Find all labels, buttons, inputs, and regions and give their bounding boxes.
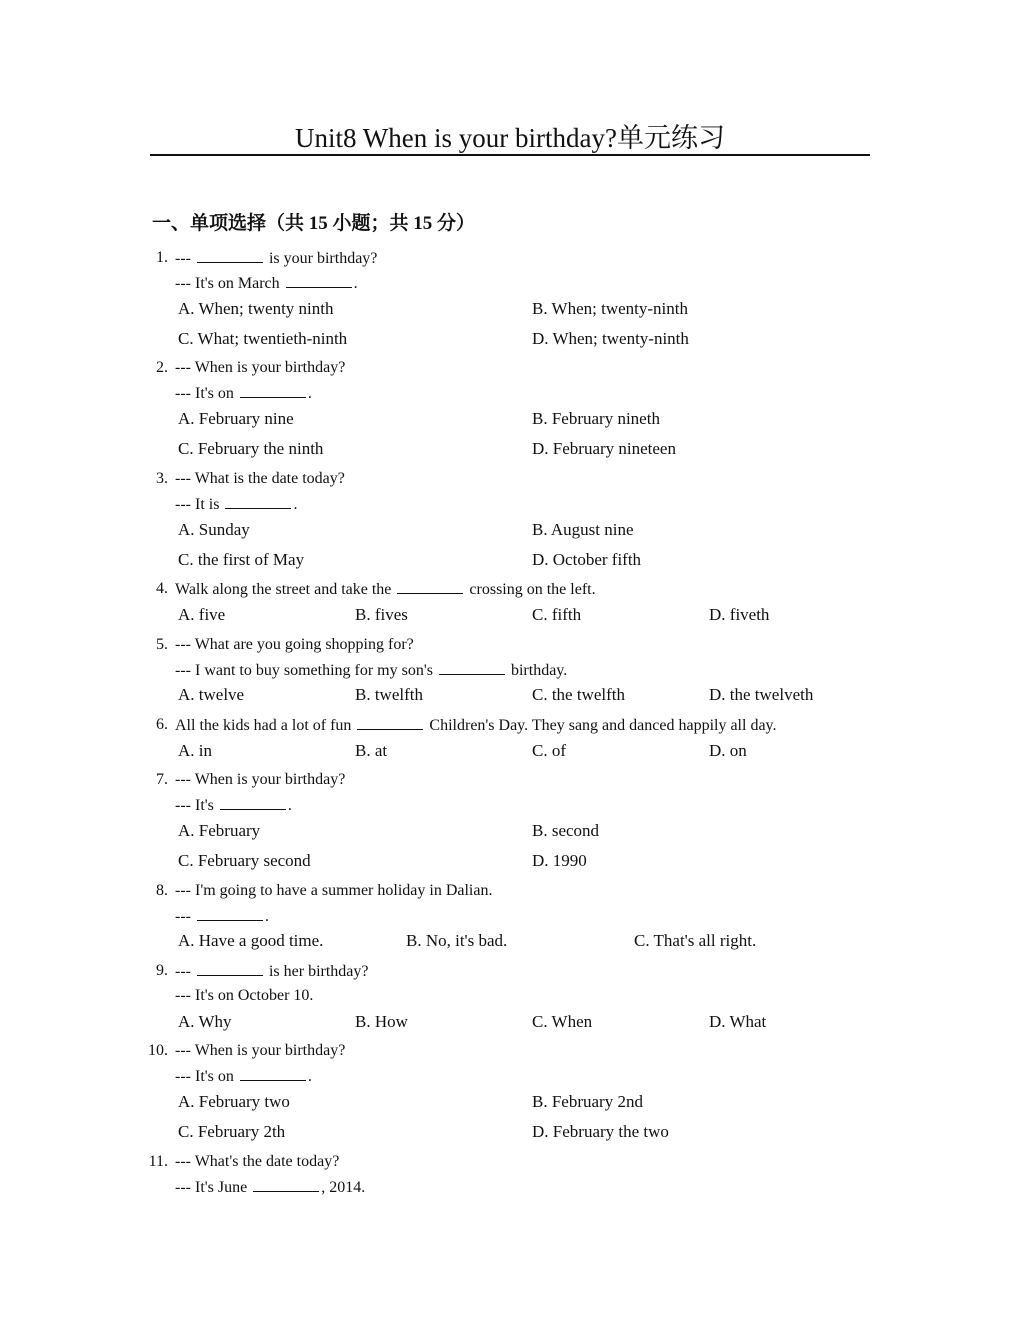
question-number: 4. bbox=[156, 580, 168, 597]
question-number: 9. bbox=[156, 962, 168, 979]
question-number: 5. bbox=[156, 636, 168, 653]
option-a[interactable]: A. When; twenty ninth bbox=[178, 299, 334, 318]
option-c[interactable]: C. That's all right. bbox=[634, 931, 757, 950]
answer-blank bbox=[197, 961, 263, 976]
question-number: 3. bbox=[156, 470, 168, 487]
page-title: Unit8 When is your birthday?单元练习 bbox=[295, 123, 725, 153]
section-heading: 一、单项选择（共 15 小题；共 15 分） bbox=[152, 213, 476, 234]
option-b[interactable]: B. August nine bbox=[532, 520, 634, 539]
option-c[interactable]: C. February the ninth bbox=[178, 439, 324, 458]
question-stem: --- is her birthday? bbox=[175, 963, 369, 980]
option-b[interactable]: B. second bbox=[532, 821, 600, 840]
question-number: 11. bbox=[148, 1153, 168, 1170]
option-a[interactable]: A. February bbox=[178, 821, 261, 840]
question-number: 7. bbox=[156, 771, 168, 788]
question-stem: --- When is your birthday? bbox=[175, 359, 346, 376]
option-b[interactable]: B. When; twenty-ninth bbox=[532, 299, 688, 318]
option-a[interactable]: A. February nine bbox=[178, 409, 294, 428]
option-d[interactable]: D. What bbox=[709, 1012, 767, 1031]
question-number: 1. bbox=[156, 249, 168, 266]
option-a[interactable]: A. Why bbox=[178, 1012, 232, 1031]
option-c[interactable]: C. February second bbox=[178, 851, 311, 870]
question-stem: --- What's the date today? bbox=[175, 1153, 340, 1170]
answer-blank bbox=[286, 273, 352, 288]
option-c[interactable]: C. February 2th bbox=[178, 1122, 286, 1141]
option-a[interactable]: A. Sunday bbox=[178, 520, 250, 539]
answer-blank bbox=[357, 715, 423, 730]
answer-blank bbox=[397, 579, 463, 594]
option-c[interactable]: C. the first of May bbox=[178, 550, 305, 569]
question-number: 2. bbox=[156, 359, 168, 376]
option-c[interactable]: C. fifth bbox=[532, 605, 582, 624]
question-stem: --- I'm going to have a summer holiday in Dalian. bbox=[175, 882, 493, 899]
option-a[interactable]: A. February two bbox=[178, 1092, 290, 1111]
option-b[interactable]: B. How bbox=[355, 1012, 408, 1031]
question-number: 6. bbox=[156, 716, 168, 733]
option-b[interactable]: B. twelfth bbox=[355, 685, 423, 704]
option-b[interactable]: B. at bbox=[355, 741, 388, 760]
option-b[interactable]: B. fives bbox=[355, 605, 408, 624]
question-answer-line: --- It's on March . bbox=[175, 275, 358, 292]
question-number: 8. bbox=[156, 882, 168, 899]
option-b[interactable]: B. No, it's bad. bbox=[406, 931, 508, 950]
answer-blank bbox=[220, 795, 286, 810]
title-rule bbox=[150, 154, 870, 156]
question-answer-line: --- I want to buy something for my son's birthday. bbox=[175, 662, 568, 679]
question-stem: All the kids had a lot of fun Children's Day. They sang and danced happily all day. bbox=[175, 717, 777, 734]
question-answer-line: --- It's . bbox=[175, 797, 292, 814]
option-c[interactable]: C. When bbox=[532, 1012, 593, 1031]
option-d[interactable]: D. fiveth bbox=[709, 605, 770, 624]
question-stem: Walk along the street and take the crossing on the left. bbox=[175, 581, 596, 598]
option-d[interactable]: D. the twelveth bbox=[709, 685, 814, 704]
option-a[interactable]: A. in bbox=[178, 741, 212, 760]
question-stem: --- What are you going shopping for? bbox=[175, 636, 414, 653]
option-d[interactable]: D. on bbox=[709, 741, 747, 760]
option-a[interactable]: A. Have a good time. bbox=[178, 931, 324, 950]
answer-blank bbox=[253, 1177, 319, 1192]
option-b[interactable]: B. February nineth bbox=[532, 409, 660, 428]
question-answer-line: --- It's June , 2014. bbox=[175, 1179, 366, 1196]
option-c[interactable]: C. What; twentieth-ninth bbox=[178, 329, 348, 348]
option-a[interactable]: A. five bbox=[178, 605, 226, 624]
answer-blank bbox=[197, 906, 263, 921]
answer-blank bbox=[197, 248, 263, 263]
answer-blank bbox=[225, 494, 291, 509]
question-answer-line: --- It is . bbox=[175, 496, 298, 513]
option-d[interactable]: D. When; twenty-ninth bbox=[532, 329, 689, 348]
option-a[interactable]: A. twelve bbox=[178, 685, 245, 704]
question-stem: --- What is the date today? bbox=[175, 470, 345, 487]
answer-blank bbox=[439, 660, 505, 675]
question-answer-line: --- It's on . bbox=[175, 1068, 312, 1085]
question-answer-line: --- It's on October 10. bbox=[175, 987, 314, 1004]
answer-blank bbox=[240, 1066, 306, 1081]
option-c[interactable]: C. of bbox=[532, 741, 566, 760]
option-b[interactable]: B. February 2nd bbox=[532, 1092, 643, 1111]
question-answer-line: --- . bbox=[175, 908, 269, 925]
option-d[interactable]: D. 1990 bbox=[532, 851, 587, 870]
question-stem: --- When is your birthday? bbox=[175, 1042, 346, 1059]
option-d[interactable]: D. October fifth bbox=[532, 550, 642, 569]
question-stem: --- When is your birthday? bbox=[175, 771, 346, 788]
question-answer-line: --- It's on . bbox=[175, 385, 312, 402]
question-number: 10. bbox=[148, 1042, 168, 1059]
option-c[interactable]: C. the twelfth bbox=[532, 685, 626, 704]
option-d[interactable]: D. February nineteen bbox=[532, 439, 676, 458]
question-stem: --- is your birthday? bbox=[175, 250, 378, 267]
answer-blank bbox=[240, 383, 306, 398]
option-d[interactable]: D. February the two bbox=[532, 1122, 669, 1141]
